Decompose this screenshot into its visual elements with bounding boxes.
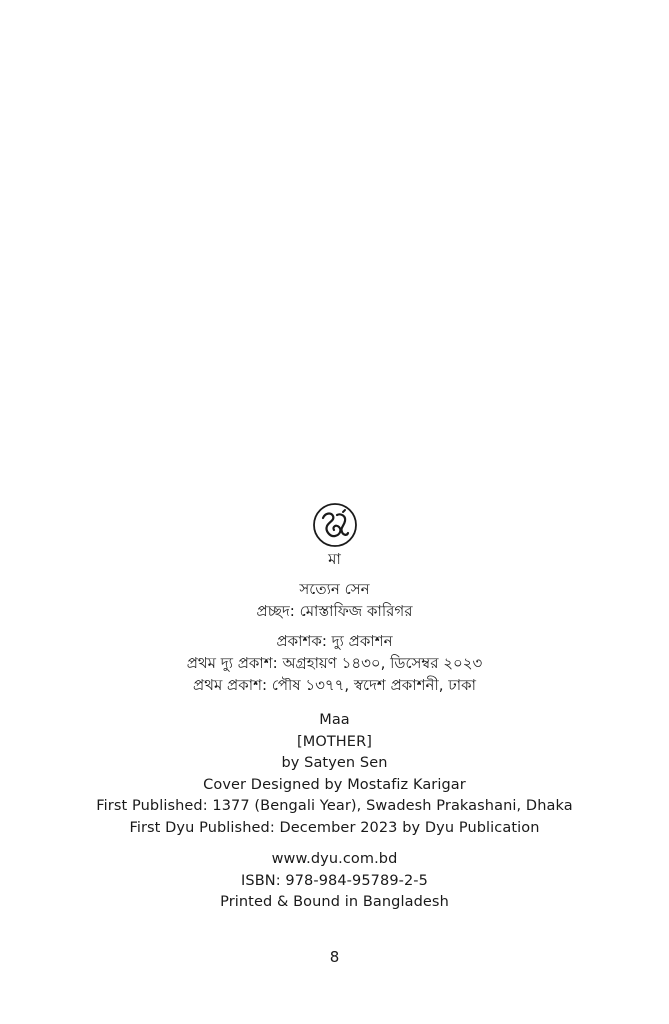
bengali-first-edition: প্রথম প্রকাশ: পৌষ ১৩৭৭, স্বদেশ প্রকাশনী, ঢাকা [193,676,476,694]
printed-and-bound: Printed & Bound in Bangladesh [220,894,449,910]
bengali-publisher: প্রকাশক: দ্যু প্রকাশন [276,632,393,650]
bengali-first-dyu-edition: প্রথম দ্যু প্রকাশ: অগ্রহায়ণ ১৪৩০, ডিসেম্বর ২০২৩ [186,654,483,672]
english-translated-title: [MOTHER] [296,733,373,750]
colophon-block [0,502,669,914]
dyu-publisher-logo-icon [312,502,358,548]
page-number: 8 [329,948,340,966]
bengali-title: মা [328,550,341,568]
bengali-author: সত্যেন সেন [299,580,370,598]
website: www.dyu.com.bd [271,851,398,867]
bengali-cover-credit: প্রচ্ছদ: মোস্তাফিজ কারিগর [256,602,413,620]
english-author: by Satyen Sen [281,755,388,771]
english-title: Maa [319,712,350,728]
isbn: ISBN: 978-984-95789-2-5 [241,872,428,889]
english-cover-credit: Cover Designed by Mostafiz Karigar [203,776,466,793]
english-first-dyu-published: First Dyu Published: December 2023 by Dyu Publication [129,819,540,836]
english-first-published: First Published: 1377 (Bengali Year), Swadesh Prakashani, Dhaka [96,798,573,814]
